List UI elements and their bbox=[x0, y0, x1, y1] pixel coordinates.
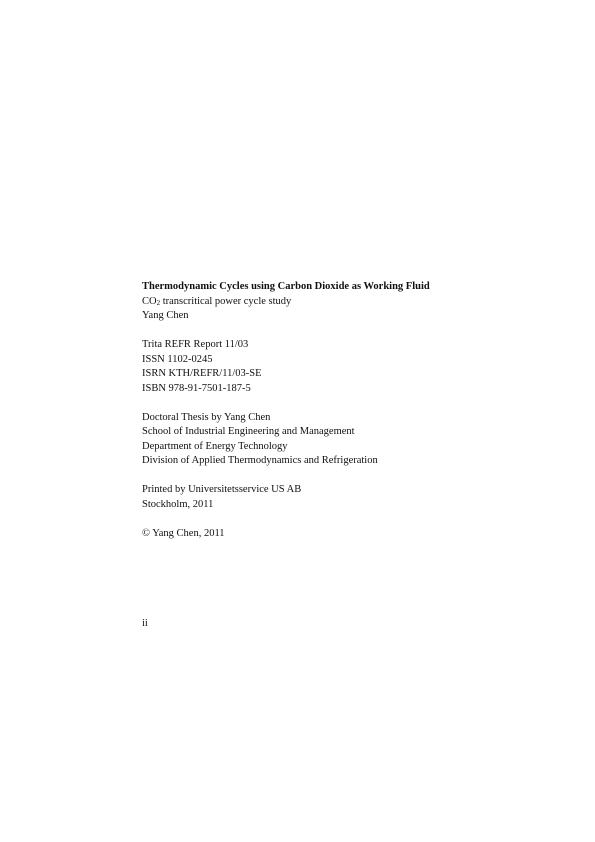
isrn: ISRN KTH/REFR/11/03-SE bbox=[142, 368, 262, 379]
division-name: Division of Applied Thermodynamics and Refrigeration bbox=[142, 455, 378, 466]
author-name: Yang Chen bbox=[142, 310, 189, 321]
school-name: School of Industrial Engineering and Management bbox=[142, 426, 355, 437]
spacer bbox=[142, 469, 454, 484]
page-number: ii bbox=[142, 618, 148, 629]
department-name: Department of Energy Technology bbox=[142, 440, 288, 452]
subtitle-subscript: 2 bbox=[156, 298, 161, 307]
print-place-year: Stockholm, 2011 bbox=[142, 498, 214, 510]
isbn: ISBN 978-91-7501-187-5 bbox=[142, 382, 251, 394]
report-number: Trita REFR Report 11/03 bbox=[142, 339, 249, 350]
spacer bbox=[142, 512, 454, 527]
thesis-title: Thermodynamic Cycles using Carbon Dioxide as Working Fluid bbox=[142, 281, 430, 292]
printer-name: Printed by Universitetsservice US AB bbox=[142, 484, 302, 495]
thesis-subtitle bbox=[142, 295, 454, 310]
issn: ISSN 1102-0245 bbox=[142, 353, 213, 365]
spacer bbox=[142, 396, 454, 411]
copyright-notice: © Yang Chen, 2011 bbox=[142, 527, 225, 539]
thesis-by: Doctoral Thesis by Yang Chen bbox=[142, 411, 271, 423]
spacer bbox=[142, 324, 454, 339]
imprint-block bbox=[142, 280, 454, 541]
subtitle-prefix: CO bbox=[142, 295, 157, 307]
subtitle-rest: transcritical power cycle study bbox=[160, 295, 292, 307]
